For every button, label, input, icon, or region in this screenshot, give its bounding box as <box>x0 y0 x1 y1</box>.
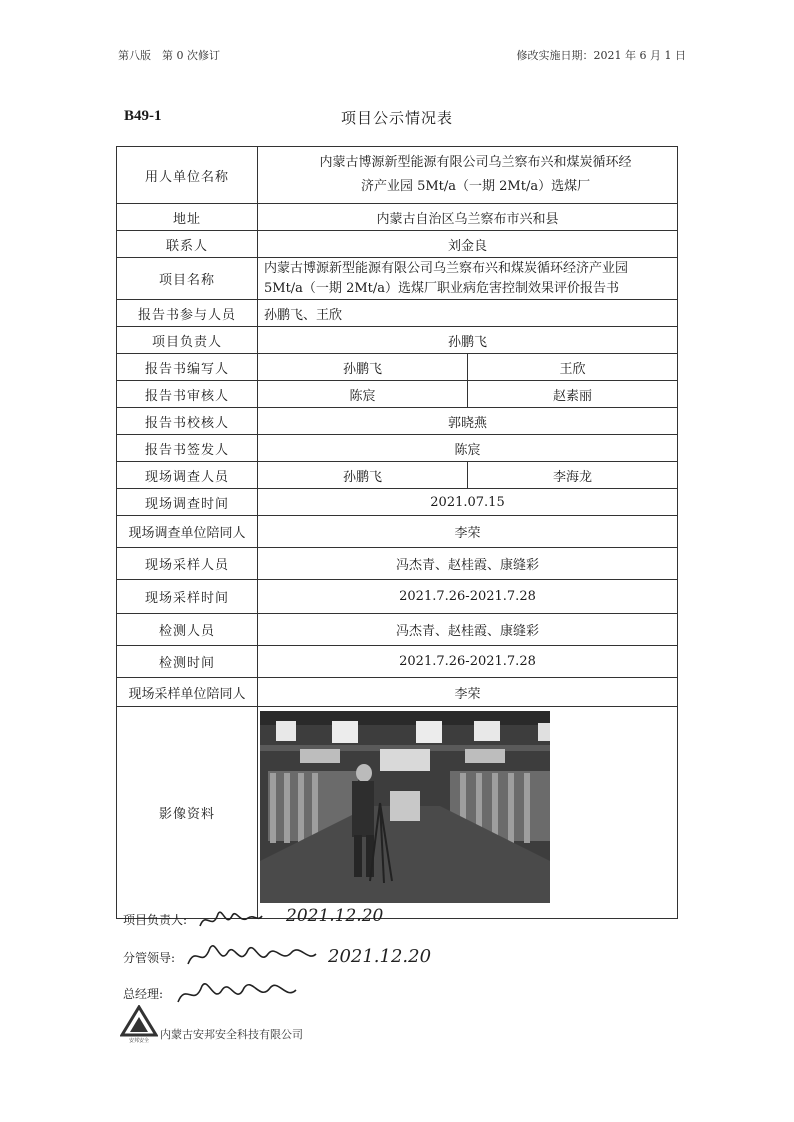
effective-date-text: 修改实施日期：2021 年 6 月 1 日 <box>516 49 686 62</box>
row-value: 孙鹏飞 <box>258 327 678 354</box>
row-value-2: 李海龙 <box>468 462 678 489</box>
table-row <box>117 462 678 489</box>
row-value-2: 王欣 <box>468 354 678 381</box>
row-value: 2021.7.26-2021.7.28 <box>258 646 678 678</box>
table-row <box>117 548 678 580</box>
row-label: 报告书审核人 <box>117 381 258 408</box>
table-row <box>117 646 678 678</box>
table-row <box>117 327 678 354</box>
row-value: 冯杰青、赵桂霞、康缝彩 <box>258 548 678 580</box>
row-label: 现场调查单位陪同人 <box>117 516 258 548</box>
row-label: 影像资料 <box>117 707 258 919</box>
row-label: 地址 <box>117 204 258 231</box>
row-label: 现场调查人员 <box>117 462 258 489</box>
row-label: 现场采样人员 <box>117 548 258 580</box>
table-row <box>117 516 678 548</box>
row-label: 现场采样时间 <box>117 580 258 614</box>
row-value: 内蒙古博源新型能源有限公司乌兰察布兴和煤炭循环经济产业园 5Mt/a（一期 2Mt/a）选煤厂 <box>258 147 678 204</box>
project-lead-signature <box>196 904 266 934</box>
row-value: 内蒙古自治区乌兰察布市兴和县 <box>258 204 678 231</box>
table-row <box>117 354 678 381</box>
table-row <box>117 678 678 707</box>
row-label: 报告书签发人 <box>117 435 258 462</box>
row-label: 现场调查时间 <box>117 489 258 516</box>
edition-text: 第八版 第 0 次修订 <box>118 49 220 62</box>
row-value: 陈宸 <box>258 435 678 462</box>
row-label: 联系人 <box>117 231 258 258</box>
supervisor-date: 2021.12.20 <box>328 946 432 967</box>
row-value: 孙鹏飞、王欣 <box>258 300 678 327</box>
row-value: 刘金良 <box>258 231 678 258</box>
table-row <box>117 300 678 327</box>
row-value-1: 陈宸 <box>258 381 468 408</box>
table-row <box>117 580 678 614</box>
row-label: 检测时间 <box>117 646 258 678</box>
row-label: 报告书校核人 <box>117 408 258 435</box>
row-value: 2021.07.15 <box>258 489 678 516</box>
table-row <box>117 707 678 919</box>
supervisor-signature <box>182 936 322 976</box>
project-lead-label: 项目负责人: <box>123 913 188 927</box>
table-row <box>117 489 678 516</box>
table-row <box>117 381 678 408</box>
row-value: 李荣 <box>258 678 678 707</box>
svg-text:安邦安全: 安邦安全 <box>128 1038 150 1043</box>
row-value-1: 孙鹏飞 <box>258 462 468 489</box>
table-row <box>117 231 678 258</box>
row-label: 检测人员 <box>117 614 258 646</box>
table-row <box>117 147 678 204</box>
page-title: 项目公示情况表 <box>340 109 453 127</box>
gm-label: 总经理: <box>123 987 164 1001</box>
table-row <box>117 435 678 462</box>
row-value: 李荣 <box>258 516 678 548</box>
photo-cell <box>258 707 678 919</box>
row-label: 项目负责人 <box>117 327 258 354</box>
project-lead-date: 2021.12.20 <box>286 906 384 926</box>
table-row <box>117 614 678 646</box>
row-value: 内蒙古博源新型能源有限公司乌兰察布兴和煤炭循环经济产业园 5Mt/a（一期 2Mt/a）选煤厂职业病危害控制效果评价报告书 <box>258 258 678 300</box>
row-value: 郭晓燕 <box>258 408 678 435</box>
row-label: 报告书编写人 <box>117 354 258 381</box>
row-value: 2021.7.26-2021.7.28 <box>258 580 678 614</box>
company-name: 内蒙古安邦安全科技有限公司 <box>160 1028 303 1041</box>
row-label: 报告书参与人员 <box>117 300 258 327</box>
supervisor-label: 分管领导: <box>123 951 176 965</box>
company-logo-icon <box>120 1005 158 1043</box>
row-value: 冯杰青、赵桂霞、康缝彩 <box>258 614 678 646</box>
table-row <box>117 204 678 231</box>
row-value-1: 孙鹏飞 <box>258 354 468 381</box>
table-row <box>117 258 678 300</box>
table-row <box>117 408 678 435</box>
row-label: 用人单位名称 <box>117 147 258 204</box>
form-code: B49-1 <box>124 108 162 124</box>
row-value-2: 赵素丽 <box>468 381 678 408</box>
gm-signature <box>172 972 302 1012</box>
row-label: 项目名称 <box>117 258 258 300</box>
site-photo <box>260 711 550 903</box>
project-table <box>116 146 678 919</box>
row-label: 现场采样单位陪同人 <box>117 678 258 707</box>
